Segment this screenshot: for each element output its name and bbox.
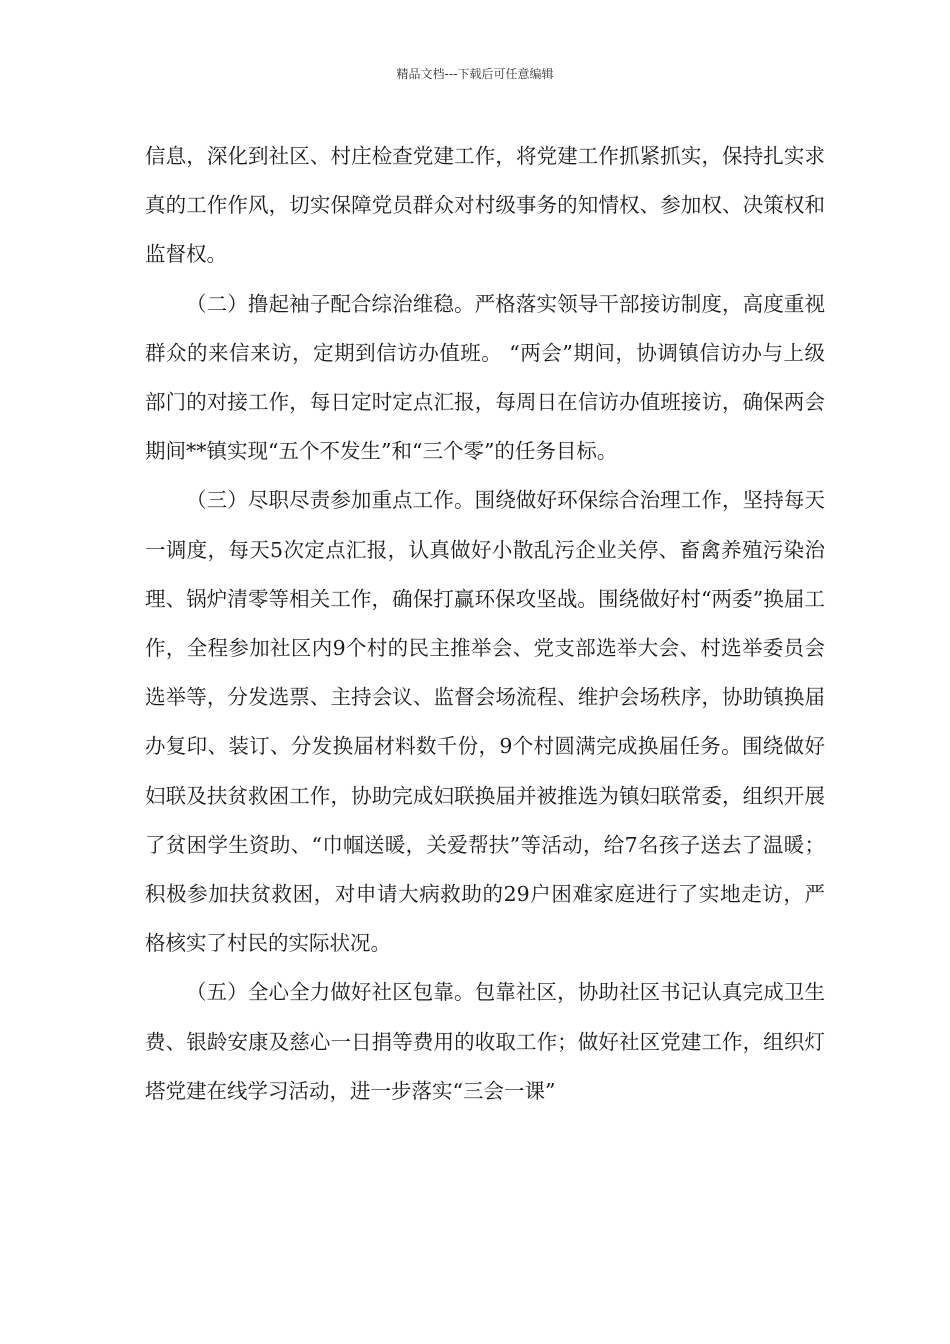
paragraph-section-two: （二）撸起袖子配合综治维稳。严格落实领导干部接访制度，高度重视群众的来信来访，定期到信访办值班。 “两会”期间，协调镇信访办与上级部门的对接工作，每日定时定点汇报，每周日在信访办值班接访，确保两会期间**镇实现“五个不发生”和“三个零”的任务目标。	[145, 291, 825, 464]
paragraph-continuation: 信息，深化到社区、村庄检查党建工作，将党建工作抓紧抓实，保持扎实求真的工作作风，切实保障党员群众对村级事务的知情权、参加权、决策权和监督权。	[145, 144, 825, 267]
paragraph-section-five: （五）全心全力做好社区包靠。包靠社区，协助社区书记认真完成卫生费、银龄安康及慈心一日捐等费用的收取工作；做好社区党建工作，组织灯塔党建在线学习活动，进一步落实“三会一课”	[145, 980, 825, 1103]
document-body	[145, 132, 825, 1116]
page-header: 精品文档---下载后可任意编辑	[396, 67, 554, 81]
paragraph-section-three: （三）尽职尽责参加重点工作。围绕做好环保综合治理工作，坚持每天一调度，每天5次定点汇报，认真做好小散乱污企业关停、畜禽养殖污染治理、锅炉清零等相关工作，确保打赢环保攻坚战。围绕做好村“两委”换届工作，全程参加社区内9个村的民主推举会、党支部选举大会、村选举委员会选举等，分发选票、主持会议、监督会场流程、维护会场秩序，协助镇换届办复印、装订、分发换届材料数千份，9个村圆满完成换届任务。围绕做好妇联及扶贫救困工作，协助完成妇联换届并被推选为镇妇联常委，组织开展了贫困学生资助、“巾帼送暖，关爱帮扶”等活动，给7名孩子送去了温暖；积极参加扶贫救困，对申请大病救助的29户困难家庭进行了实地走访，严格核实了村民的实际状况。	[145, 488, 825, 956]
